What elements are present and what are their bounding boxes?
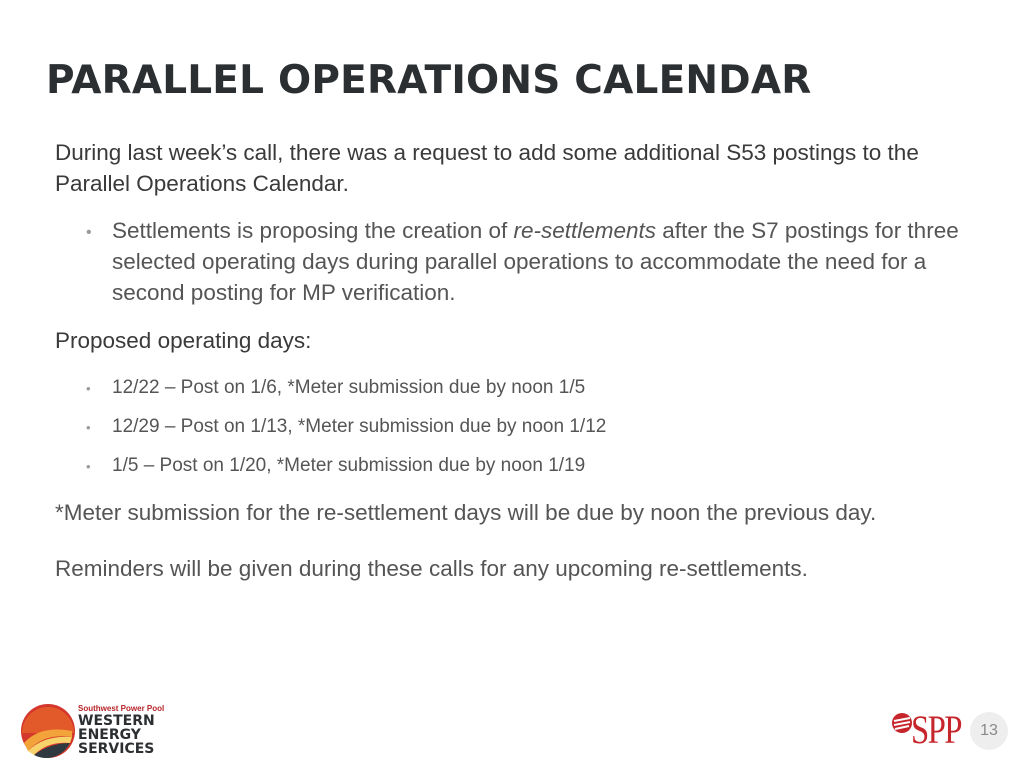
day-bullet (86, 454, 886, 478)
wes-arc-icon (20, 703, 76, 759)
spp-mark-icon (891, 712, 913, 734)
days-heading: Proposed operating days: (55, 328, 312, 353)
bullet-icon: • (86, 224, 92, 241)
wes-line-energy: ENERGY (78, 727, 141, 743)
bullet-icon: • (86, 459, 91, 474)
page-number: 13 (970, 712, 1008, 750)
main-bullet (86, 215, 966, 308)
bullet-icon: • (86, 420, 91, 435)
day-bullet-text: 12/22 – Post on 1/6, *Meter submission due by noon 1/5 (112, 377, 586, 398)
day-bullet (86, 415, 886, 439)
slide-title: PARALLEL OPERATIONS CALENDAR (46, 58, 812, 103)
day-bullet-text: 12/29 – Post on 1/13, *Meter submission due by noon 1/12 (112, 416, 607, 437)
intro-paragraph: During last week’s call, there was a request to add some additional S53 postings to the Parallel Operations Calendar. (55, 140, 919, 196)
reminder-text: Reminders will be given during these calls for any upcoming re-settlements. (55, 556, 808, 581)
day-bullet (86, 376, 886, 400)
wes-tagline: Southwest Power Pool (78, 704, 165, 713)
meter-note: *Meter submission for the re-settlement days will be due by noon the previous day. (55, 500, 877, 525)
wes-logo (20, 703, 170, 759)
main-bullet-after: after the S7 postings for three selected operating days during parallel operations to accommodate the need for a second posting for MP verification. (112, 218, 959, 305)
main-bullet-emphasis: re-settlements (513, 218, 657, 243)
wes-line-services: SERVICES (78, 741, 155, 757)
day-bullet-text: 1/5 – Post on 1/20, *Meter submission due by noon 1/19 (112, 455, 586, 476)
main-bullet-text (112, 215, 966, 308)
main-bullet-before: Settlements is proposing the creation of (112, 218, 514, 243)
spp-wordmark: SPP (911, 707, 961, 752)
bullet-icon: • (86, 381, 91, 396)
wes-line-western: WESTERN (78, 713, 155, 729)
